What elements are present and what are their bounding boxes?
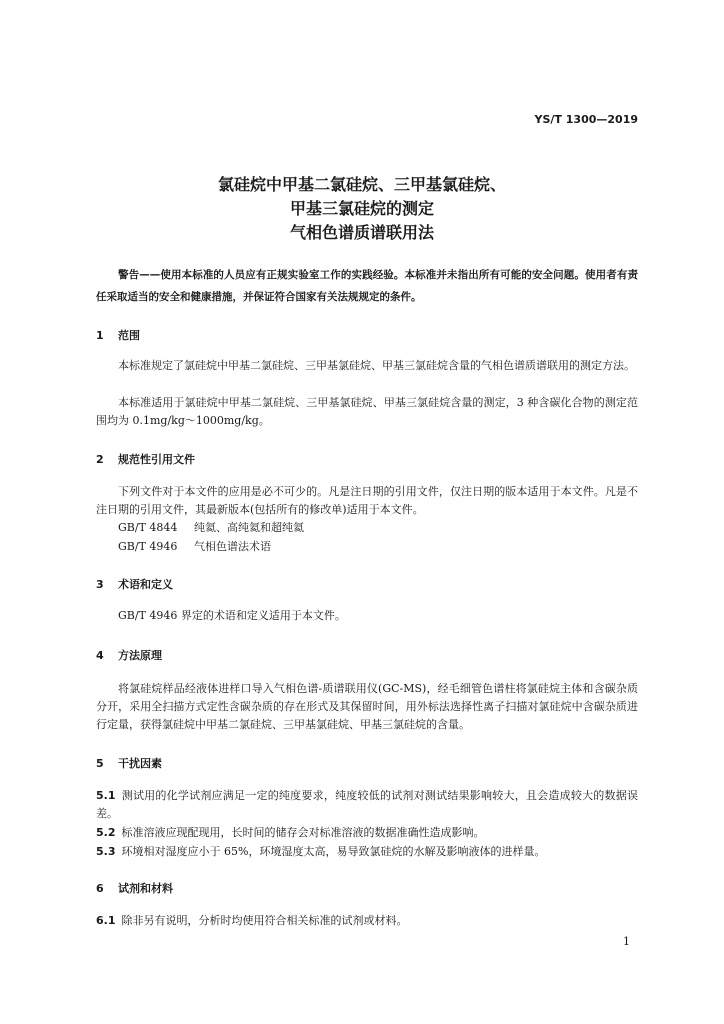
section-2-paragraph-1: 下列文件对于本文件的应用是必不可少的。凡是注日期的引用文件，仅注日期的版本适用于本文件。凡是不注日期的引用文件，其最新版本(包括所有的修改单)适用于本文件。: [96, 485, 638, 516]
section-3-paragraph-1: GB/T 4946 界定的术语和定义适用于本文件。: [118, 609, 346, 622]
clause-number: 6.1: [96, 914, 116, 927]
clause-text: 测试用的化学试剂应满足一定的纯度要求，纯度较低的试剂对测试结果影响较大，且会造成较大的数据误差。: [96, 789, 638, 820]
section-1-paragraph-1: 本标准规定了氯硅烷中甲基二氯硅烷、三甲基氯硅烷、甲基三氯硅烷含量的气相色谱质谱联用的测定方法。: [118, 359, 635, 372]
section-4-heading: [96, 647, 162, 663]
section-4-paragraph-1: 将氯硅烷样品经液体进样口导入气相色谱-质谱联用仪(GC-MS)，经毛细管色谱柱将氯硅烷主体和含碳杂质分开，采用全扫描方式定性含碳杂质的存在形式及其保留时间，用外标法选择性离子扫描对氯硅烷中含碳杂质进行定量，获得氯硅烷中甲基二氯硅烷、三甲基氯硅烷、甲基三氯硅烷的含量。: [96, 682, 638, 731]
reference-code: GB/T 4946: [118, 540, 178, 553]
clause-number: 5.1: [96, 789, 116, 802]
section-number: 3: [96, 578, 104, 591]
section-1-paragraph-2: 本标准适用于氯硅烷中甲基二氯硅烷、三甲基氯硅烷、甲基三氯硅烷含量的测定，3 种含碳化合物的测定范围均为 0.1mg/kg～1000mg/kg。: [96, 396, 638, 427]
section-title: 干扰因素: [118, 757, 162, 770]
section-title: 范围: [118, 329, 140, 342]
document-title-line-2: 甲基三氯硅烷的测定: [289, 199, 434, 218]
clause-5-1: [96, 787, 638, 823]
document-title-line-1: 氯硅烷中甲基二氯硅烷、三甲基氯硅烷、: [217, 175, 506, 194]
clause-5-3: [96, 843, 638, 861]
page-number: 1: [623, 935, 630, 948]
section-5-heading: [96, 755, 162, 771]
section-1-heading: [96, 327, 140, 343]
section-title: 术语和定义: [118, 578, 173, 591]
section-6-heading: [96, 880, 173, 896]
section-number: 6: [96, 882, 104, 895]
warning-paragraph: 警告——使用本标准的人员应有正规实验室工作的实践经验。本标准并未指出所有可能的安全问题。使用者有责任采取适当的安全和健康措施，并保证符合国家有关法规规定的条件。: [96, 269, 638, 303]
reference-code: GB/T 4844: [118, 521, 178, 534]
reference-name: 纯氦、高纯氦和超纯氦: [194, 521, 304, 534]
section-title: 试剂和材料: [118, 882, 173, 895]
clause-text: 除非另有说明，分析时均使用符合相关标准的试剂或材料。: [121, 914, 408, 927]
section-number: 4: [96, 649, 104, 662]
clause-text: 标准溶液应现配现用，长时间的储存会对标准溶液的数据准确性造成影响。: [121, 826, 485, 839]
section-number: 5: [96, 757, 104, 770]
clause-5-2: [96, 824, 638, 842]
standard-number: YS/T 1300—2019: [534, 113, 638, 126]
section-number: 2: [96, 453, 104, 466]
clause-number: 5.2: [96, 826, 116, 839]
document-title-line-3: 气相色谱质谱联用法: [289, 223, 434, 242]
section-3-heading: [96, 576, 173, 592]
reference-item: [118, 538, 271, 556]
section-2-heading: [96, 451, 195, 467]
section-number: 1: [96, 329, 104, 342]
clause-text: 环境相对湿度应小于 65%，环境湿度太高，易导致氯硅烷的水解及影响液体的进样量。: [121, 845, 546, 858]
clause-6-1: [96, 912, 638, 930]
section-title: 方法原理: [118, 649, 162, 662]
clause-number: 5.3: [96, 845, 116, 858]
reference-item: [118, 519, 304, 537]
section-title: 规范性引用文件: [118, 453, 195, 466]
reference-name: 气相色谱法术语: [194, 540, 271, 553]
